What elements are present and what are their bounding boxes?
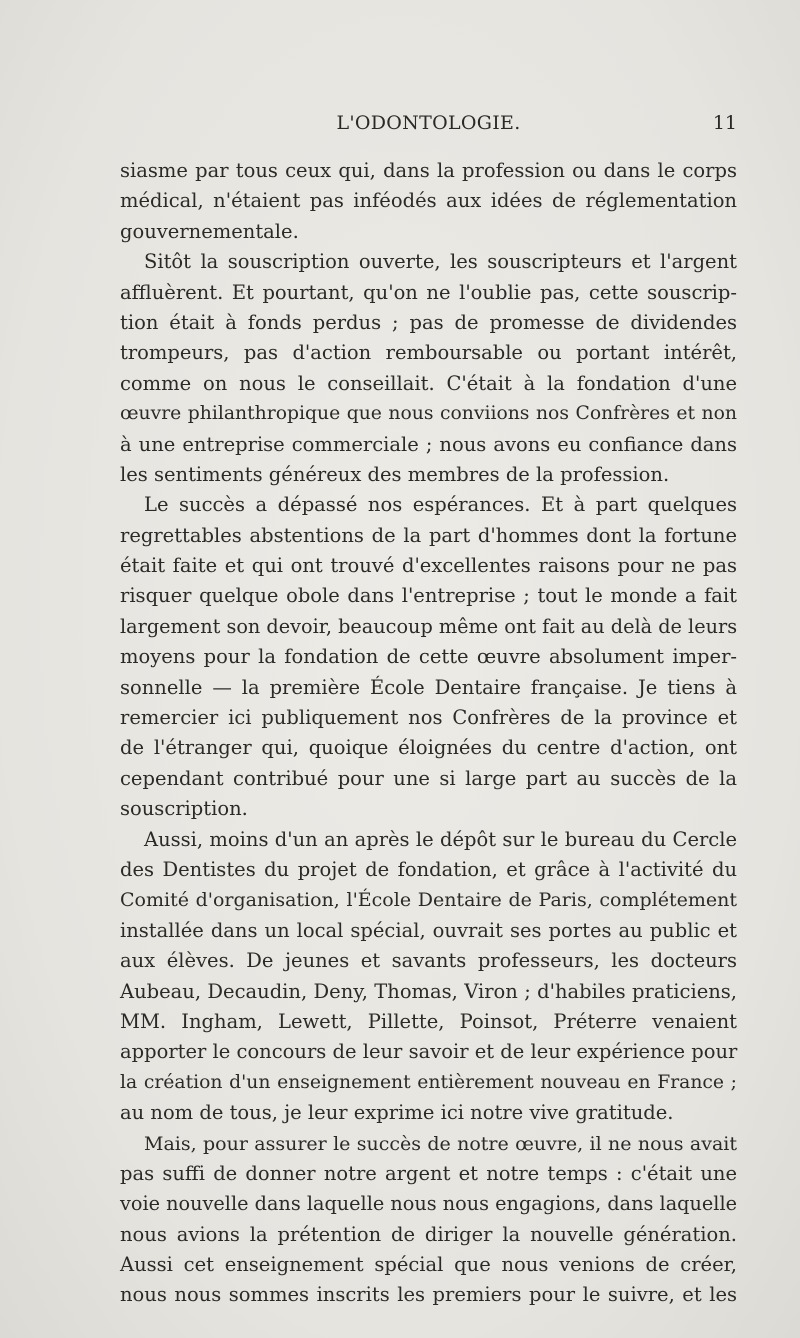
text-line: Le succès a dépassé nos espérances. Et à part quelques bbox=[144, 493, 737, 517]
text-line: pas suffi de donner notre argent et notre temps : c'était une bbox=[120, 1161, 737, 1185]
text-line: la création d'un enseignement entièrement nouveau en France ; bbox=[120, 1071, 737, 1093]
text-line: MM. Ingham, Lewett, Pillette, Poinsot, Préterre venaient bbox=[120, 1009, 737, 1033]
text-line: Aubeau, Decaudin, Deny, Thomas, Viron ; d'habiles praticiens, bbox=[120, 979, 737, 1003]
text-line: Sitôt la souscription ouverte, les souscripteurs et l'argent bbox=[144, 250, 737, 274]
text-line: Aussi cet enseignement spécial que nous venions de créer, bbox=[120, 1253, 737, 1277]
text-line: regrettables abstentions de la part d'hommes dont la fortune bbox=[120, 523, 737, 547]
text-line: Comité d'organisation, l'École Dentaire de Paris, complétement bbox=[120, 889, 737, 912]
text-line: était faite et qui ont trouvé d'excellentes raisons pour ne pas bbox=[120, 554, 737, 578]
text-line: à une entreprise commerciale ; nous avons eu confiance dans bbox=[120, 432, 737, 456]
running-title: L'ODONTOLOGIE. bbox=[336, 112, 521, 134]
text-line: trompeurs, pas d'action remboursable ou portant intérêt, bbox=[120, 341, 737, 365]
text-line: œuvre philanthropique que nous conviions nos Confrères et non bbox=[120, 403, 737, 425]
text-line: au nom de tous, je leur exprime ici notre vive gratitude. bbox=[120, 1101, 674, 1125]
page-number: 11 bbox=[712, 112, 737, 134]
text-line: largement son devoir, beaucoup même ont fait au delà de leurs bbox=[120, 614, 738, 638]
text-line: moyens pour la fondation de cette œuvre absolument imper- bbox=[120, 645, 737, 669]
text-line: Aussi, moins d'un an après le dépôt sur le bureau du Cercle bbox=[144, 827, 737, 851]
text-line: remercier ici publiquement nos Confrères de la province et bbox=[120, 706, 737, 730]
text-line: des Dentistes du projet de fondation, et grâce à l'activité du bbox=[120, 857, 737, 881]
text-line: souscription. bbox=[120, 797, 248, 821]
text-line: les sentiments généreux des membres de la profession. bbox=[120, 462, 670, 486]
text-line: médical, n'étaient pas inféodés aux idées de réglementation bbox=[120, 189, 737, 213]
text-line: siasme par tous ceux qui, dans la profession ou dans le corps bbox=[120, 159, 737, 182]
text-line: voie nouvelle dans laquelle nous nous engagions, dans laquelle bbox=[120, 1192, 737, 1216]
text-line: risquer quelque obole dans l'entreprise ; tout le monde a fait bbox=[120, 584, 737, 608]
text-line: cependant contribué pour une si large part au succès de la bbox=[120, 766, 737, 790]
text-line: nous avions la prétention de diriger la nouvelle génération. bbox=[120, 1222, 737, 1246]
text-line: Mais, pour assurer le succès de notre œuvre, il ne nous avait bbox=[144, 1132, 737, 1155]
text-line: tion était à fonds perdus ; pas de promesse de dividendes bbox=[120, 310, 737, 334]
text-line: gouvernementale. bbox=[120, 219, 299, 243]
text-line: apporter le concours de leur savoir et de leur expérience pour bbox=[120, 1040, 738, 1064]
text-line: installée dans un local spécial, ouvrait ses portes au public et bbox=[120, 918, 737, 942]
body-text bbox=[120, 156, 737, 1311]
text-line: sonnelle — la première École Dentaire française. Je tiens à bbox=[120, 675, 737, 699]
page-header bbox=[120, 112, 737, 142]
text-line: affluèrent. Et pourtant, qu'on ne l'oublie pas, cette souscrip- bbox=[120, 280, 737, 304]
text-line: nous nous sommes inscrits les premiers pour le suivre, et les bbox=[120, 1283, 737, 1307]
text-line: comme on nous le conseillait. C'était à la fondation d'une bbox=[120, 371, 737, 395]
text-line: de l'étranger qui, quoique éloignées du centre d'action, ont bbox=[120, 736, 737, 760]
text-line: aux élèves. De jeunes et savants professeurs, les docteurs bbox=[120, 949, 737, 973]
